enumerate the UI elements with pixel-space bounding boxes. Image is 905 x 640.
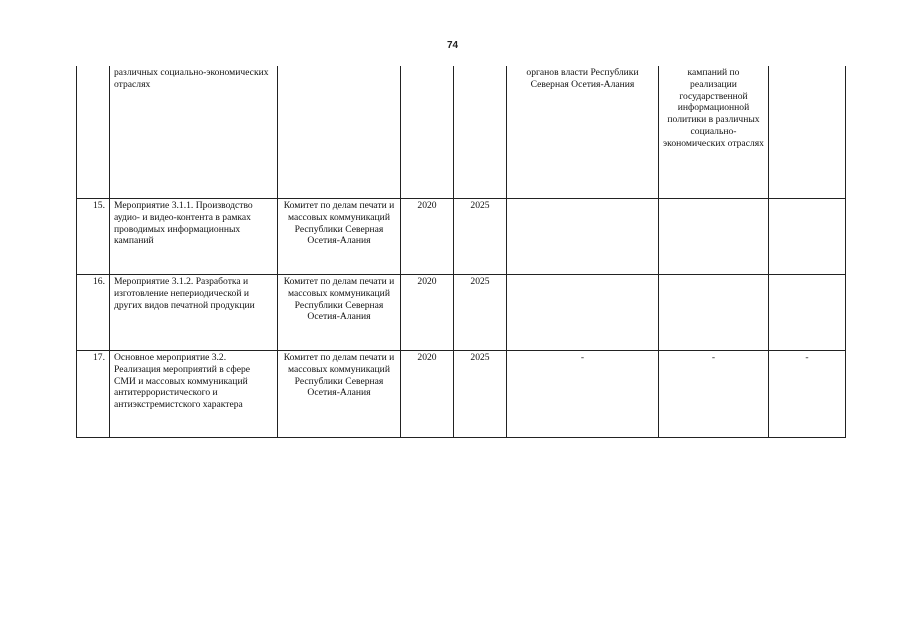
cell-num: 16. xyxy=(77,275,110,351)
cell-result xyxy=(659,275,769,351)
cell-link: - xyxy=(769,351,846,438)
cell-link xyxy=(769,199,846,275)
cell-name: Мероприятие 3.1.1. Производство аудио- и видео-контента в рамках проводимых информационных кампаний xyxy=(110,199,278,275)
cell-start-year: 2020 xyxy=(401,351,454,438)
cell-name: Основное мероприятие 3.2. Реализация мероприятий в сфере СМИ и массовых коммуникаций антитеррористического и антиэкстремистского характера xyxy=(110,351,278,438)
cell-num: 15. xyxy=(77,199,110,275)
program-activities-table xyxy=(76,66,846,438)
cell-co-executors xyxy=(507,275,659,351)
cell-result: кампаний по реализации государственной информационной политики в различных социально-экономических отраслях xyxy=(659,66,769,199)
cell-co-executors: - xyxy=(507,351,659,438)
cell-num xyxy=(77,66,110,199)
cell-co-executors xyxy=(507,199,659,275)
table-row xyxy=(77,199,846,275)
cell-executor xyxy=(278,66,401,199)
cell-result xyxy=(659,199,769,275)
cell-executor: Комитет по делам печати и массовых коммуникаций Республики Северная Осетия-Алания xyxy=(278,199,401,275)
cell-start-year: 2020 xyxy=(401,275,454,351)
table-row xyxy=(77,275,846,351)
cell-end-year: 2025 xyxy=(454,275,507,351)
cell-link xyxy=(769,275,846,351)
page-number: 74 xyxy=(446,40,459,51)
cell-name: различных социально-экономических отраслях xyxy=(110,66,278,199)
cell-link xyxy=(769,66,846,199)
table-row xyxy=(77,351,846,438)
cell-co-executors: органов власти Республики Северная Осетия-Алания xyxy=(507,66,659,199)
cell-end-year xyxy=(454,66,507,199)
cell-num: 17. xyxy=(77,351,110,438)
cell-name: Мероприятие 3.1.2. Разработка и изготовление непериодической и других видов печатной продукции xyxy=(110,275,278,351)
cell-end-year: 2025 xyxy=(454,199,507,275)
cell-start-year: 2020 xyxy=(401,199,454,275)
cell-start-year xyxy=(401,66,454,199)
cell-end-year: 2025 xyxy=(454,351,507,438)
cell-result: - xyxy=(659,351,769,438)
table-row-continuation xyxy=(77,66,846,199)
cell-executor: Комитет по делам печати и массовых коммуникаций Республики Северная Осетия-Алания xyxy=(278,275,401,351)
cell-executor: Комитет по делам печати и массовых коммуникаций Республики Северная Осетия-Алания xyxy=(278,351,401,438)
